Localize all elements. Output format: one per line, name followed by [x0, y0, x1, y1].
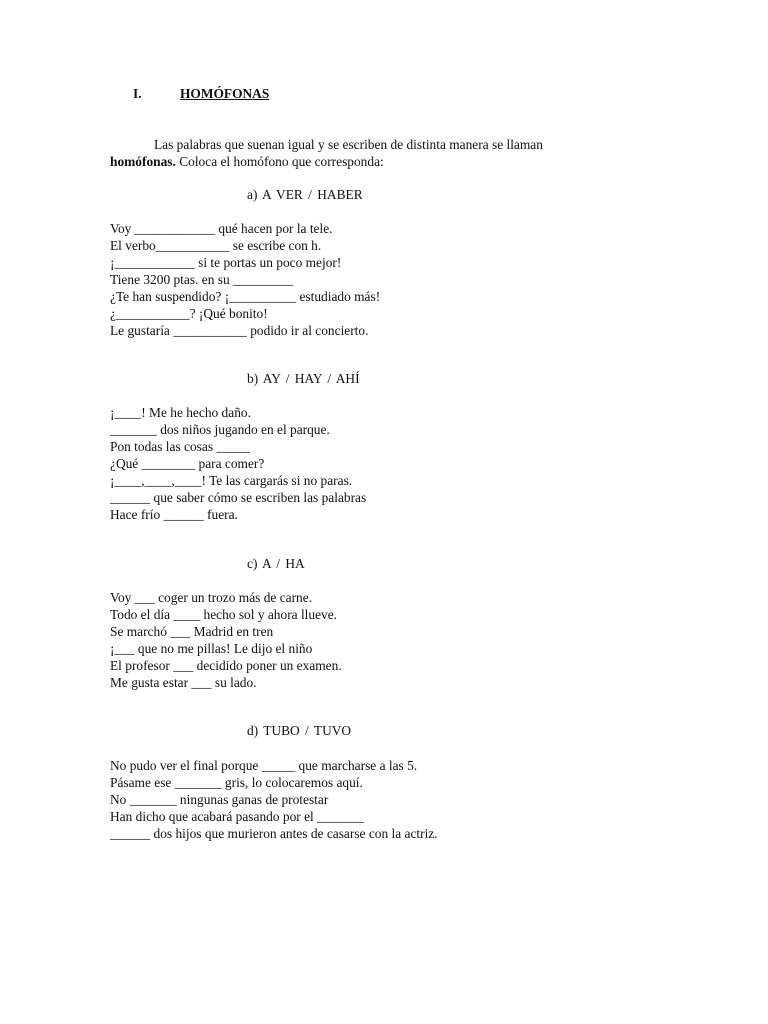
exercise-line: Se marchó ___ Madrid en tren — [110, 624, 274, 639]
exercise-d-lines — [110, 757, 670, 842]
exercise-b-label: b) AY / HAY / AHÍ — [247, 371, 360, 386]
exercise-line: No pudo ver el final porque _____ que marcharse a las 5. — [110, 758, 418, 773]
instructions-line-2 — [110, 153, 670, 170]
exercise-line: Hace frío ______ fuera. — [110, 507, 238, 522]
heading-number: I. — [133, 86, 142, 101]
exercise-line: ¡___ que no me pillas! Le dijo el niño — [110, 641, 313, 656]
exercise-c-label: c) A / HA — [247, 556, 305, 571]
exercise-line: Me gusta estar ___ su lado. — [110, 675, 257, 690]
exercise-line: No _______ ningunas ganas de protestar — [110, 792, 329, 807]
exercise-line: ¿Qué ________ para comer? — [110, 456, 265, 471]
instructions-line-1: Las palabras que suenan igual y se escriben de distinta manera se llaman — [154, 137, 543, 152]
exercise-line: Voy ___ coger un trozo más de carne. — [110, 590, 313, 605]
exercise-line: El profesor ___ decidido poner un examen. — [110, 658, 342, 673]
exercise-line: ¡____! Me he hecho daño. — [110, 405, 251, 420]
instructions-paragraph — [110, 136, 670, 170]
exercise-line: ¿___________? ¡Qué bonito! — [110, 306, 268, 321]
exercise-line: ¡____,____,____! Te las cargarás si no paras. — [110, 473, 353, 488]
exercise-d-label: d) TUBO / TUVO — [247, 723, 352, 738]
section-heading — [133, 86, 269, 102]
exercise-line: ¡____________ si te portas un poco mejor! — [110, 255, 342, 270]
exercise-line: Han dicho que acabará pasando por el _______ — [110, 809, 364, 824]
exercise-c-lines — [110, 589, 670, 691]
bold-term: homófonas. — [110, 154, 176, 169]
exercise-line: Pon todas las cosas _____ — [110, 439, 250, 454]
exercise-a-lines — [110, 220, 670, 339]
exercise-a-label: a) A VER / HABER — [247, 187, 363, 202]
exercise-line: ¿Te han suspendido? ¡__________ estudiado más! — [110, 289, 381, 304]
instructions-line-2-rest: Coloca el homófono que corresponda: — [175, 154, 384, 169]
exercise-line: ______ que saber cómo se escriben las palabras — [110, 490, 367, 505]
exercise-line: Pásame ese _______ gris, lo colocaremos aquí. — [110, 775, 363, 790]
exercise-line: Todo el día ____ hecho sol y ahora llueve. — [110, 607, 338, 622]
exercise-line: El verbo___________ se escribe con h. — [110, 238, 322, 253]
heading-title: HOMÓFONAS — [180, 86, 270, 101]
exercise-line: Tiene 3200 ptas. en su _________ — [110, 272, 294, 287]
exercise-b-lines — [110, 404, 670, 523]
exercise-line: Voy ____________ qué hacen por la tele. — [110, 221, 333, 236]
exercise-line: Le gustaría ___________ podido ir al concierto. — [110, 323, 369, 338]
exercise-line: ______ dos hijos que murieron antes de casarse con la actriz. — [110, 826, 438, 841]
exercise-line: _______ dos niños jugando en el parque. — [110, 422, 330, 437]
